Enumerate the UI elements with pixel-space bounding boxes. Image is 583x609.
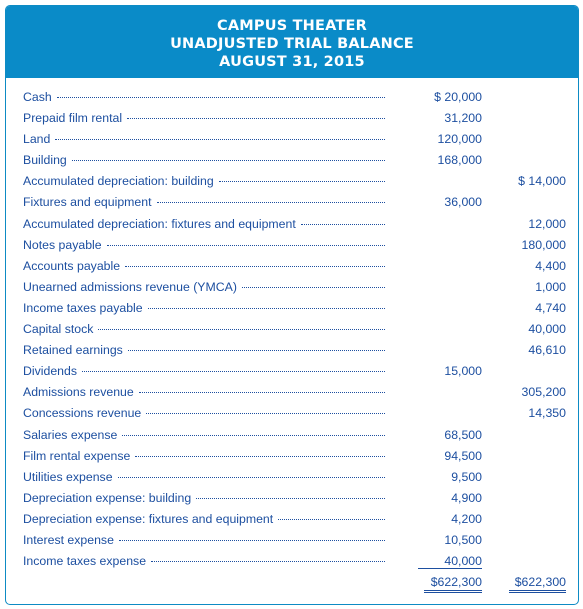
table-row [6,383,578,404]
credit-amount: 305,200 [521,385,566,400]
account-name: Concessions revenue [23,406,142,421]
account-name: Notes payable [23,237,102,252]
account-name: Income taxes payable [23,300,143,315]
table-row [6,362,578,383]
account-label [23,533,385,547]
credit-amount: 180,000 [521,237,566,252]
debit-amount: 4,900 [451,490,482,505]
account-name: Land [23,132,51,147]
totals-row [6,573,578,594]
account-label [23,364,385,378]
credit-amount: 12,000 [528,216,566,231]
company-name: CAMPUS THEATER [217,18,367,34]
dot-leader [127,118,385,119]
report-header [6,6,578,78]
account-name: Accumulated depreciation: building [23,174,214,189]
table-row [6,510,578,531]
account-label [23,111,385,125]
account-name: Admissions revenue [23,385,134,400]
account-name: Unearned admissions revenue (YMCA) [23,279,237,294]
dot-leader [278,519,385,520]
dot-leader [98,329,385,330]
debit-amount: 31,200 [444,111,482,126]
account-label [23,174,385,188]
debit-amount: 94,500 [444,448,482,463]
dot-leader [118,477,385,478]
table-row [6,404,578,425]
debit-amount: 68,500 [444,427,482,442]
account-name: Salaries expense [23,427,118,442]
account-label [23,238,385,252]
account-name: Capital stock [23,322,94,337]
account-label [23,428,385,442]
account-name: Cash [23,90,52,104]
table-row [6,215,578,236]
table-row [6,468,578,489]
dot-leader [119,540,385,541]
table-row [6,130,578,151]
dot-leader [219,181,385,182]
account-name: Accumulated depreciation: fixtures and equipment [23,216,296,231]
table-row [6,172,578,193]
table-row [6,489,578,510]
table-row [6,552,578,573]
dot-leader [107,245,385,246]
trial-balance-sheet [5,5,579,605]
credit-amount: $ 14,000 [518,174,566,189]
account-name: Depreciation expense: fixtures and equipment [23,511,274,526]
credit-amount: 14,350 [528,406,566,421]
table-row [6,447,578,468]
debit-amount: 168,000 [437,153,482,168]
account-name: Interest expense [23,532,114,547]
dot-leader [151,561,385,562]
dot-leader [196,498,385,499]
account-label [23,449,385,463]
debit-amount: 9,500 [451,469,482,484]
dot-leader [146,413,385,414]
account-name: Utilities expense [23,469,113,484]
account-name: Prepaid film rental [23,111,123,126]
debit-amount: 4,200 [451,511,482,526]
dot-leader [135,456,385,457]
account-label [23,259,385,273]
account-label [23,512,385,526]
account-name: Building [23,153,67,168]
credit-amount: 4,400 [535,258,566,273]
account-label [23,491,385,505]
dot-leader [125,266,385,267]
account-label [23,385,385,399]
account-label [23,90,385,104]
credit-total: $622,300 [509,575,566,593]
dot-leader [128,350,385,351]
table-row [6,257,578,278]
dot-leader [148,308,385,309]
account-label [23,301,385,315]
dot-leader [122,435,385,436]
table-row [6,426,578,447]
table-row [6,299,578,320]
account-label [23,470,385,484]
debit-amount: 10,500 [444,532,482,547]
account-name: Dividends [23,364,77,379]
dot-leader [157,202,385,203]
table-row [6,341,578,362]
account-rows [6,78,578,594]
debit-amount: 36,000 [444,195,482,210]
account-name: Film rental expense [23,448,131,463]
dot-leader [301,224,385,225]
account-label [23,280,385,294]
dot-leader [72,160,385,161]
table-row [6,88,578,109]
table-row [6,320,578,341]
credit-amount: 4,740 [535,300,566,315]
credit-amount: 40,000 [528,322,566,337]
report-title: UNADJUSTED TRIAL BALANCE [170,36,414,52]
table-row [6,531,578,552]
account-label [23,554,385,568]
account-name: Accounts payable [23,258,121,273]
credit-amount: 46,610 [528,343,566,358]
credit-amount: 1,000 [535,279,566,294]
debit-amount: 15,000 [444,364,482,379]
table-row [6,109,578,130]
account-label [23,406,385,420]
account-label [23,322,385,336]
table-row [6,236,578,257]
debit-amount: 40,000 [418,554,482,569]
account-label [23,217,385,231]
table-row [6,278,578,299]
dot-leader [242,287,385,288]
account-name: Depreciation expense: building [23,490,192,505]
debit-amount: $ 20,000 [434,90,482,104]
dot-leader [57,97,385,98]
debit-total: $622,300 [424,575,482,593]
account-label [23,343,385,357]
dot-leader [55,139,385,140]
account-label [23,153,385,167]
account-name: Fixtures and equipment [23,195,152,210]
dot-leader [82,371,385,372]
dot-leader [139,392,385,393]
table-row [6,151,578,172]
account-name: Income taxes expense [23,554,147,569]
debit-amount: 120,000 [437,132,482,147]
account-label [23,132,385,146]
table-row [6,193,578,214]
report-date: AUGUST 31, 2015 [219,54,365,70]
account-name: Retained earnings [23,343,123,358]
account-label [23,195,385,209]
